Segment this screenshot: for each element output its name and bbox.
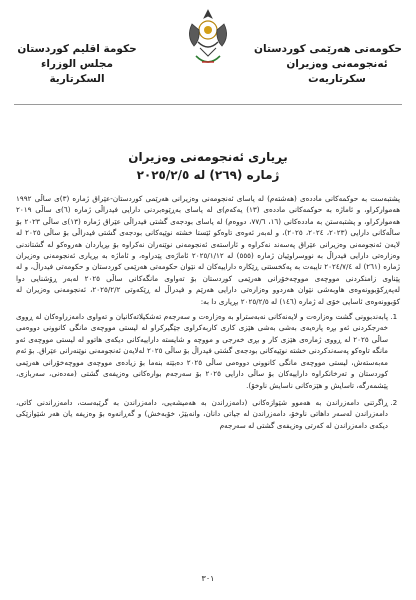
header-kurdish-line-1: حکومەتی هەرێمی کوردستان xyxy=(254,43,402,55)
page-number: ٣٠١ xyxy=(201,574,215,583)
decision-item-2: 2. ڕاگرتنی دامەزراندن بە هەموو شێوازەکانی (دامەزراندن بە هەمیشەیی، دامەزراندن بە گرێبەست، دامەزراندنی کاتی، دامەزراندن لەسەر داهاتی ناوخۆ، دامەزراندن لە جیاتی دانان، وانەبێژ، خۆبەخش) و گەڕانەوە بۆ وەزیفە یان هەر شێوازێکی دیکەی دامەزراندن لە کەرتی وەزیفەی گشتی لە سەرجەم xyxy=(16,397,388,431)
header-divider xyxy=(14,104,402,105)
decision-items xyxy=(16,311,400,431)
kurdistan-region-emblem-icon xyxy=(182,6,234,72)
header-kurdish-line-3: سکرتاریەت xyxy=(308,73,366,85)
header-arabic-line-3: السكرتارية xyxy=(49,73,105,85)
header-kurdish-line-2: ئەنجومەنی وەزیران xyxy=(286,58,388,70)
decision-title-block xyxy=(0,148,416,184)
intro-paragraph: پشتبەست بە حوکمەکانی ماددەی (هەشتەم) لە یاسای ئەنجومەنی وەزیرانی هەرێمی کوردستان-عێراق ژمارە (٣)ی ساڵی ١٩٩٢ هەمواركراو، و ئاماژە بە حوکمەکانی ماددەی (١٣) یەکەم)ی لە یاسای بەڕێوەبردنی دارایی فیدراڵی ژمارە (٦)ی ساڵی ٢٠١٩ هەمواركراو، و پشتبەستن بە ماددەکانی (١٦، ٧٧/٦، دووەم) لە یاسای بودجەی گشتی فیدراڵی عێراق ژمارە (١٣)ی ساڵی ٢٠٢٣ بۆ ساڵەکانی دارایی (٢٠٢٣، ٢٠٢٤، ٢٠٢٥)، و لەبەر ئەوەی تاوەکو ئێستا خشتە نوێیەکانی بودجەی گشتی فیدراڵی بۆ ساڵی ٢٠٢٥ لە لایەن ئەنجومەنی وەزیرانی عێراق پەسەند نەکراوە و ئاراستەی ئەنجومەنی نوێنەران نەکراوە بۆ بڕیاردان هەروەکو لە گشتاندنی وەزارەتی دارایی فیدراڵ بە نووسراوێیان ژمارە (٥٥٥) لە ٢٠٢٥/١/١٢ ئاماژەی پێدراوە، و ئاماژە بە بڕیاری ئەنجومەنی وەزیران ژمارە (٢٦١) لە ٢٠٢٤/٧/٤ تایبەت بە پەکخستنی ڕێکارە داراییەکان لە نێوان حکومەتی هەرێمی کوردستان و حکومەتی فیدراڵ، و لە پێناوی زامنکردنی مووچەی مووچەخۆرانی هەرێمی کوردستان بۆ تەواوی مانگەکانی ساڵی ٢٠٢٥ لەبەر ڕۆشنایی دوا لەپەڕکۆبوونەوەی هاوبەشی نێوان هەردوو وەزارەتی دارایی هەرێم و فیدراڵ لە ڕێکەوتی ٢٠٢٥/٢/٢، ئەنجومەنی وەزیران لە کۆبوونەوەی ئاسایی خۆی لە ژمارە (١٤٦) لە ٢٠٢٥/٢/٥ بڕیاری دا بە: xyxy=(16,194,401,306)
decision-body xyxy=(16,193,400,437)
header-arabic-line-2: مجلس الوزراء xyxy=(40,58,114,70)
header-kurdish xyxy=(254,42,402,87)
decision-item-1: 1. پابەندبوونی گشت وەزارەت و لایەنەکانی نەبەستراو بە وەزارەت و سەرجەم تەشکیلاتەکانیان و تەواوی دامەزراوەکان لە ڕووی خەرجکردنی ئەو بڕە پارەیەی بەشی بەشی هێزی کاری کاربەکراوی جێگیرکراو لە لیستی مووچەی مانگی کانوونی دووەمی ساڵی ٢٠٢٥ لە ڕووی ژمارەی هێزی کار و بڕی خەرجی و مووچە و شایستە داراییەکانی دیکەی هاتوو لە لیستی مووچەی ئەو مانگە تاوەکو پەسەندکردنی خشتە نوێیەکانی بودجەی گشتی فیدراڵ بۆ ساڵی ٢٠٢٥ لەلایەن ئەنجومەنی نوێنەرانی عێراق. بۆ ئەم مەبەستەش، لیستی مووچەی مانگی کانوونی دووەمی ساڵی ٢٠٢٥ دەبێتە بنەما بۆ زیادەی مووچەی مووچەخۆرانی هەرێمی کوردستان و تەرخانکراوە داراییەکان بۆ ساڵی دارایی ٢٠٢٥ بۆ سەرجەم بوارەکانی وەزیفەی گشتی (مەدەنی، سەربازی، پێشمەرگە، تاسایش و هێزەکانی ناسایش ناوخۆ). xyxy=(16,311,388,391)
header-arabic xyxy=(12,42,142,87)
decision-number-date: ژمارە (٢٦٩) لە ٢٠٢٥/٢/٥ xyxy=(136,168,280,182)
decision-title: بڕیاری ئەنجومەنی وەزیران xyxy=(128,150,288,164)
header-arabic-line-1: حكومة اقليم كوردستان xyxy=(17,43,137,55)
